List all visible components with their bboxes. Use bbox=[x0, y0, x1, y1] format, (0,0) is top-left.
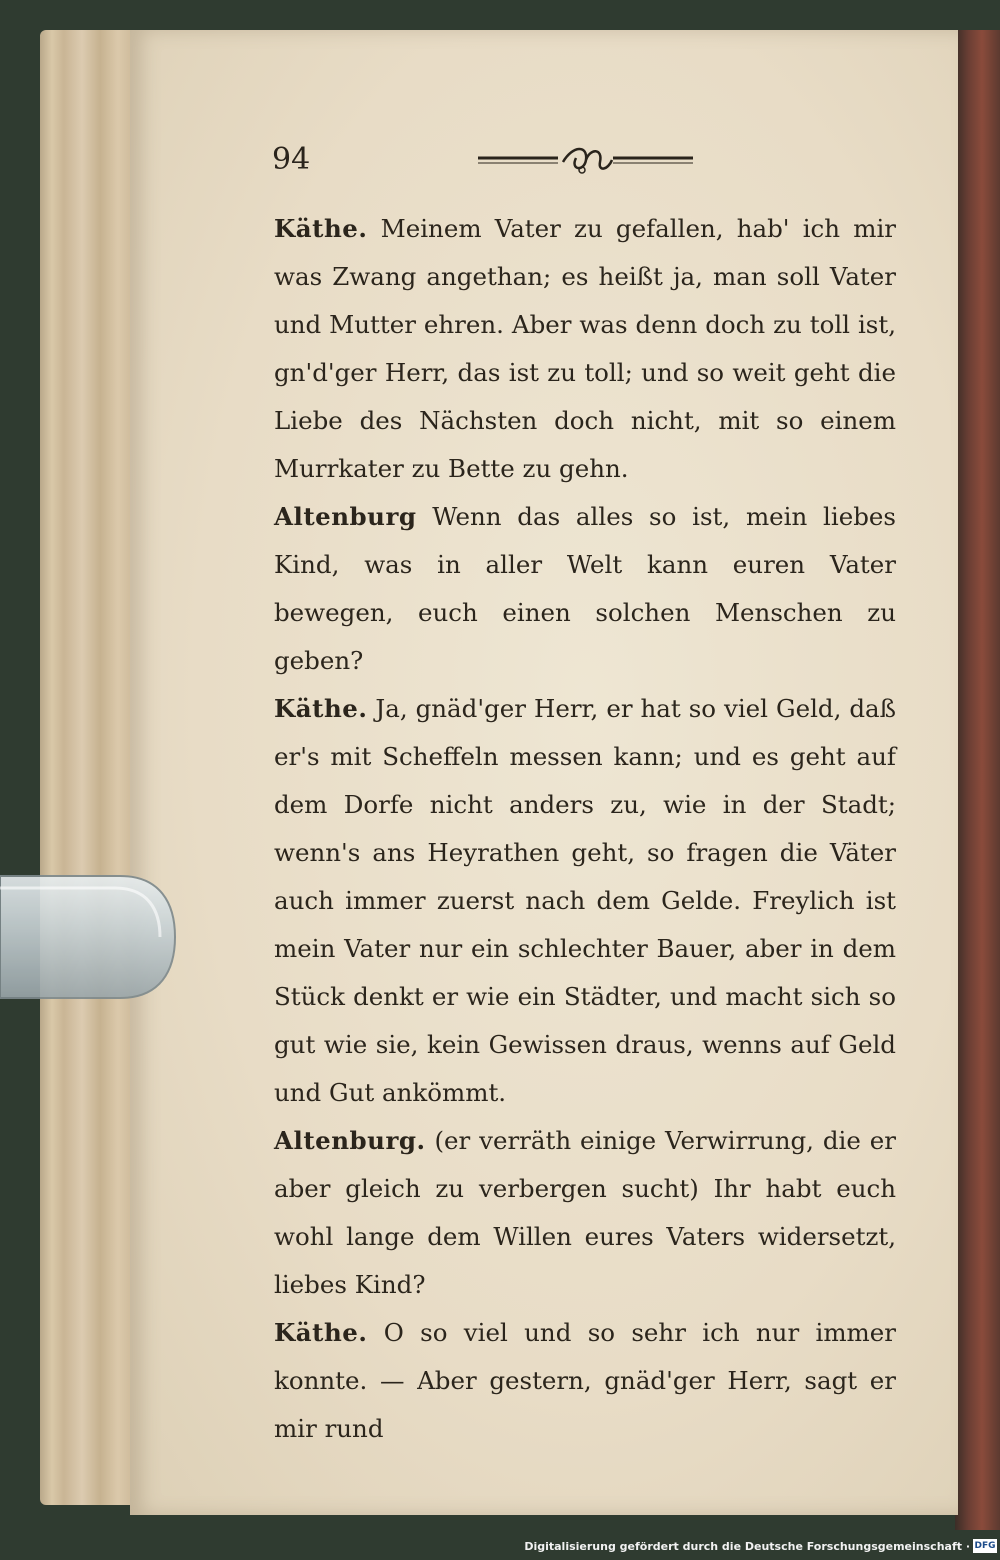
paragraph-text: Wenn das alles so ist, mein liebes Kind, was in aller Welt kann euren Vater bewegen, euch einen solchen Menschen zu geben? bbox=[274, 502, 896, 675]
text-block bbox=[274, 205, 896, 1453]
speaker-name: Käthe. bbox=[274, 214, 368, 243]
header-ornament bbox=[478, 140, 693, 180]
paragraph bbox=[274, 493, 896, 685]
page-holder-clip bbox=[0, 868, 180, 1006]
dfg-logo-icon: DFG bbox=[974, 1541, 996, 1551]
footer-credit: Digitalisierung gefördert durch die Deutsche Forschungsgemeinschaft · bbox=[524, 1540, 970, 1553]
paragraph bbox=[274, 1309, 896, 1453]
speaker-name: Altenburg. bbox=[274, 1126, 426, 1155]
paragraph-text: Meinem Vater zu gefallen, hab' ich mir was Zwang angethan; es heißt ja, man soll Vater und Mutter ehren. Aber was denn doch zu toll ist, gn'd'ger Herr, das ist zu toll; und so weit geht die Liebe des Nächsten doch nicht, mit so einem Murrkater zu Bette zu gehn. bbox=[274, 214, 897, 483]
paragraph bbox=[274, 685, 896, 1117]
speaker-name: Käthe. bbox=[274, 1318, 368, 1347]
book-cover-edge bbox=[955, 30, 1000, 1530]
speaker-name: Käthe. bbox=[274, 694, 368, 723]
paragraph bbox=[274, 205, 896, 493]
paragraph bbox=[274, 1117, 896, 1309]
paragraph-text: Ja, gnäd'ger Herr, er hat so viel Geld, daß er's mit Scheffeln messen kann; und es geht auf dem Dorfe nicht anders zu, wie in der Stadt; wenn's ans Heyrathen geht, so fragen die Väter auch immer zuerst nach dem Gelde. Freylich ist mein Vater nur ein schlechter Bauer, aber in dem Stück denkt er wie ein Städter, und macht sich so gut wie sie, kein Gewissen draus, wenns auf Geld und Gut ankömmt. bbox=[274, 694, 896, 1107]
speaker-name: Altenburg bbox=[274, 502, 417, 531]
paragraph-text: (er verräth einige Verwirrung, die er aber gleich zu verbergen sucht) Ihr habt euch wohl lange dem Willen eures Vaters widersetzt, liebes Kind? bbox=[274, 1126, 896, 1299]
page-number: 94 bbox=[272, 142, 311, 177]
paragraph-text: O so viel und so sehr ich nur immer konnte. — Aber gestern, gnäd'ger Herr, sagt er mir rund bbox=[274, 1318, 896, 1443]
